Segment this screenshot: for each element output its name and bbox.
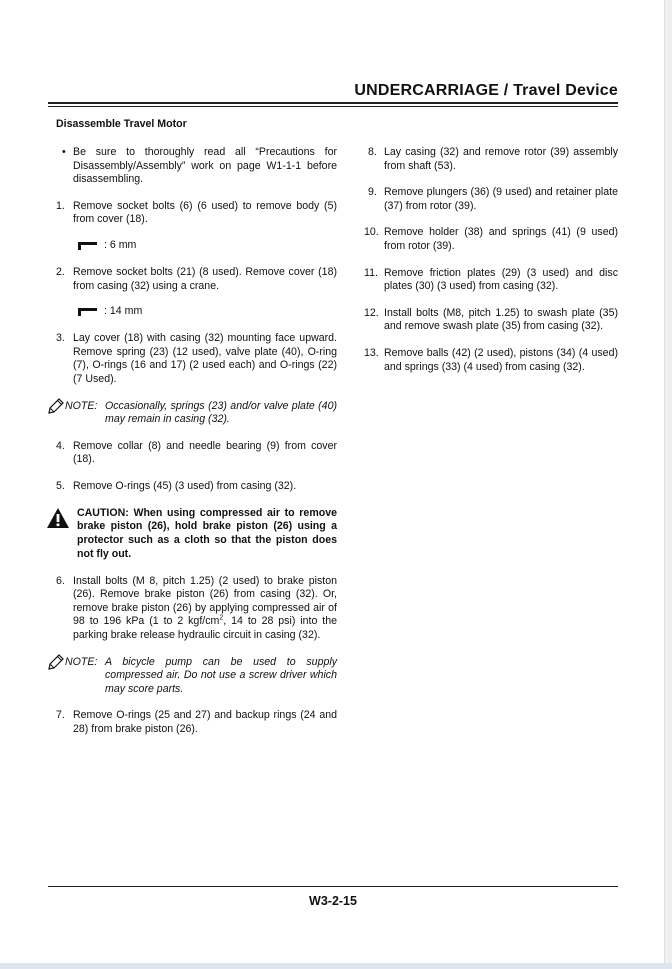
vertical-scrollbar[interactable] (664, 0, 672, 963)
step-13 (364, 347, 618, 374)
note-2 (56, 656, 337, 697)
step-11 (364, 267, 618, 294)
step-number: 11. (364, 266, 378, 279)
step-4 (56, 440, 337, 467)
step-text: Remove holder (38) and springs (41) (9 used) from rotor (39). (384, 226, 618, 252)
right-column (364, 146, 618, 387)
step-number: 7. (56, 709, 65, 722)
step-number: 12. (364, 306, 379, 319)
step-number: 13. (364, 346, 379, 359)
step-text: Remove friction plates (29) (3 used) and disc plates (30) (3 used) from casing (32). (384, 266, 618, 293)
step-number: 10. (364, 226, 379, 239)
step-number: 8. (368, 146, 377, 158)
step-text: Remove O-rings (45) (3 used) from casing (32). (73, 479, 297, 492)
pencil-icon (48, 654, 64, 670)
step-text: Remove plungers (36) (9 used) and retainer plate (37) from rotor (39). (384, 186, 618, 212)
caution-text: CAUTION: When using compressed air to remove brake piston (26), hold brake piston (26) using a protector such as a cloth so that the piston does not fly out. (77, 506, 337, 560)
taskbar-strip (0, 963, 672, 969)
step-6 (56, 575, 337, 643)
note-label: NOTE: (65, 399, 98, 412)
step-text: Lay casing (32) and remove rotor (39) assembly from shaft (53). (384, 146, 618, 172)
warning-triangle-icon (46, 507, 70, 529)
bullet-marker: • (62, 146, 66, 158)
title-rule-thin (48, 106, 618, 107)
step-7 (56, 709, 337, 736)
step-text: Remove socket bolts (21) (8 used). Remove cover (18) from casing (32) using a crane. (73, 265, 337, 292)
tool-spec-1 (56, 239, 337, 253)
step-3 (56, 332, 337, 386)
step-text: Lay cover (18) with casing (32) mounting face upward. Remove spring (23) (12 used), valve plate (40), O-ring (7), O-rings (16 and 17) (2 used each) and O-rings (22) (7 Used). (73, 332, 337, 385)
footer-rule (48, 886, 618, 887)
step-2 (56, 266, 337, 293)
note-label: NOTE: (65, 655, 98, 668)
note-text: Occasionally, springs (23) and/or valve plate (40) may remain in casing (32). (105, 399, 337, 426)
step-number: 3. (56, 332, 65, 345)
superscript: 2 (219, 614, 224, 622)
step-text: Remove socket bolts (6) (6 used) to remove body (5) from cover (18). (73, 199, 337, 226)
step-12 (364, 307, 618, 334)
step-number: 6. (56, 574, 65, 587)
step-number: 4. (56, 439, 65, 452)
step-text: Install bolts (M8, pitch 1.25) to swash plate (35) and remove swash plate (35) from casing (32). (384, 306, 618, 333)
step-text-part: , 14 to 28 psi) into the parking brake release hydraulic circuit in casing (32). (73, 615, 337, 642)
step-8 (364, 146, 618, 173)
step-text: Remove collar (8) and needle bearing (9) from cover (18). (73, 439, 337, 466)
tool-spec-2 (56, 305, 337, 319)
list-item-bullet (56, 146, 337, 187)
note-text: A bicycle pump can be used to supply compressed air. Do not use a screw driver which may score parts. (105, 655, 337, 695)
step-number: 9. (368, 186, 377, 199)
section-heading: Disassemble Travel Motor (56, 118, 187, 130)
hex-wrench-icon (78, 307, 100, 316)
hex-wrench-icon (78, 241, 100, 250)
step-number: 1. (56, 199, 65, 212)
step-text: Remove balls (42) (2 used), pistons (34) (4 used) and springs (33) (4 used) from casing (32). (384, 346, 618, 373)
bullet-text: Be sure to thoroughly read all “Precautions for Disassembly/Assembly” work on page W1-1-1 before disassembling. (73, 146, 337, 186)
page-number: W3-2-15 (309, 894, 357, 908)
page-title: UNDERCARRIAGE / Travel Device (354, 82, 618, 99)
title-rule (48, 102, 618, 104)
step-text: Remove O-rings (25 and 27) and backup rings (24 and 28) from brake piston (26). (73, 709, 337, 736)
tool-spec-text: : 6 mm (104, 238, 137, 251)
step-text (73, 575, 337, 641)
tool-spec-text: : 14 mm (104, 305, 143, 318)
left-column (56, 146, 337, 750)
step-9 (364, 186, 618, 213)
caution-block (56, 507, 337, 562)
step-text-part: Install bolts (M 8, pitch 1.25) (2 used) to brake piston (26). Remove brake piston (26) from casing (32). Or, remove brake piston (26) by applying compressed air of 98 to 196 kPa (1 to 2 kgf/cm (73, 574, 337, 628)
step-5 (56, 480, 337, 494)
step-number: 5. (56, 479, 65, 492)
pencil-icon (48, 398, 64, 414)
step-number: 2. (56, 265, 65, 278)
step-10 (364, 226, 618, 253)
note-1 (56, 400, 337, 427)
step-1 (56, 200, 337, 227)
